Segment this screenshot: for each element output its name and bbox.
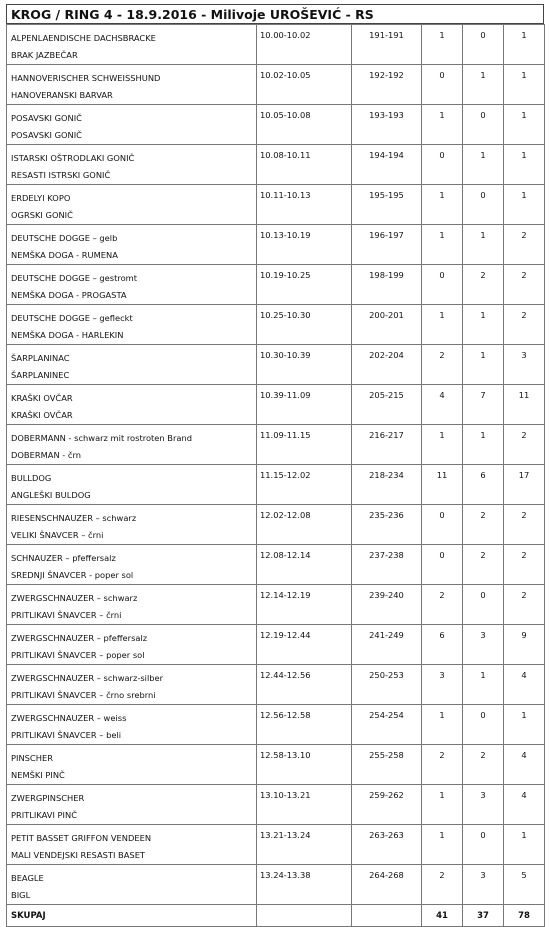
count-females: 1 <box>463 345 504 385</box>
breed-cell <box>7 625 257 665</box>
count-females: 1 <box>463 425 504 465</box>
count-females: 0 <box>463 25 504 65</box>
count-total: 3 <box>504 345 545 385</box>
time-slot: 12.19-12.44 <box>257 625 352 665</box>
breed-name-local: NEMŠKA DOGA - HARLEKIN <box>11 330 124 340</box>
count-females: 3 <box>463 865 504 905</box>
count-females: 3 <box>463 625 504 665</box>
count-total: 2 <box>504 585 545 625</box>
count-males: 0 <box>422 265 463 305</box>
breed-name: BEAGLE <box>11 873 44 883</box>
count-total: 11 <box>504 385 545 425</box>
breed-cell <box>7 305 257 345</box>
table-row <box>7 825 545 865</box>
catalog-range: 195-195 <box>352 185 422 225</box>
breed-name-local: ANGLEŠKI BULDOG <box>11 490 91 500</box>
table-row <box>7 305 545 345</box>
breed-name-local: NEMŠKA DOGA - RUMENA <box>11 250 118 260</box>
table-row <box>7 385 545 425</box>
breed-cell <box>7 265 257 305</box>
count-total: 5 <box>504 865 545 905</box>
breed-cell <box>7 25 257 65</box>
count-females: 6 <box>463 465 504 505</box>
table-row <box>7 625 545 665</box>
breed-name: RIESENSCHNAUZER – schwarz <box>11 513 137 523</box>
count-total: 4 <box>504 785 545 825</box>
breed-name-local: PRITLIKAVI ŠNAVCER – beli <box>11 730 122 740</box>
table-row <box>7 745 545 785</box>
count-males: 0 <box>422 145 463 185</box>
count-total: 1 <box>504 185 545 225</box>
breed-cell <box>7 505 257 545</box>
count-total: 4 <box>504 665 545 705</box>
count-females: 2 <box>463 745 504 785</box>
breed-name: ERDELYI KOPO <box>11 193 71 203</box>
breed-name-local: VELIKI ŠNAVCER – črni <box>11 530 104 540</box>
count-total: 2 <box>504 425 545 465</box>
count-females: 1 <box>463 665 504 705</box>
time-slot: 10.02-10.05 <box>257 65 352 105</box>
time-slot: 10.05-10.08 <box>257 105 352 145</box>
breed-name: PINSCHER <box>11 753 53 763</box>
count-females: 1 <box>463 225 504 265</box>
schedule-rows <box>7 25 545 905</box>
catalog-range: 205-215 <box>352 385 422 425</box>
breed-name: ZWERGSCHNAUZER – weiss <box>11 713 127 723</box>
catalog-range: 250-253 <box>352 665 422 705</box>
time-slot: 10.19-10.25 <box>257 265 352 305</box>
count-total: 1 <box>504 65 545 105</box>
count-males: 6 <box>422 625 463 665</box>
count-total: 2 <box>504 265 545 305</box>
count-total: 1 <box>504 25 545 65</box>
breed-name-local: NEMŠKA DOGA - PROGASTA <box>11 290 127 300</box>
count-males: 4 <box>422 385 463 425</box>
breed-name: ISTARSKI OŠTRODLAKI GONIČ <box>11 153 135 163</box>
catalog-range: 191-191 <box>352 25 422 65</box>
count-males: 1 <box>422 785 463 825</box>
table-row <box>7 705 545 745</box>
catalog-range: 202-204 <box>352 345 422 385</box>
total-row <box>7 905 545 927</box>
breed-cell <box>7 465 257 505</box>
breed-name-local: PRITLIKAVI PINČ <box>11 810 78 820</box>
breed-name-local: NEMŠKI PINČ <box>11 770 65 780</box>
time-slot: 10.11-10.13 <box>257 185 352 225</box>
breed-cell <box>7 585 257 625</box>
count-total: 9 <box>504 625 545 665</box>
breed-name-local: ŠARPLANINEC <box>11 370 70 380</box>
time-slot: 11.15-12.02 <box>257 465 352 505</box>
catalog-range: 192-192 <box>352 65 422 105</box>
breed-name-local: POSAVSKI GONIČ <box>11 130 82 140</box>
catalog-range: 241-249 <box>352 625 422 665</box>
catalog-range: 196-197 <box>352 225 422 265</box>
breed-name-local: HANOVERANSKI BARVAR <box>11 90 113 100</box>
table-row <box>7 665 545 705</box>
total-cat-empty <box>352 905 422 927</box>
count-males: 2 <box>422 745 463 785</box>
breed-cell <box>7 865 257 905</box>
breed-name: PETIT BASSET GRIFFON VENDEEN <box>11 833 152 843</box>
time-slot: 13.21-13.24 <box>257 825 352 865</box>
breed-name: ALPENLAENDISCHE DACHSBRACKE <box>11 33 156 43</box>
count-males: 1 <box>422 225 463 265</box>
breed-cell <box>7 185 257 225</box>
breed-name: DOBERMANN - schwarz mit rostroten Brand <box>11 433 192 443</box>
count-total: 1 <box>504 825 545 865</box>
breed-name: DEUTSCHE DOGGE – gestromt <box>11 273 137 283</box>
catalog-range: 263-263 <box>352 825 422 865</box>
count-total: 17 <box>504 465 545 505</box>
breed-cell <box>7 65 257 105</box>
breed-cell <box>7 705 257 745</box>
table-row <box>7 345 545 385</box>
catalog-range: 237-238 <box>352 545 422 585</box>
time-slot: 13.24-13.38 <box>257 865 352 905</box>
time-slot: 12.08-12.14 <box>257 545 352 585</box>
breed-cell <box>7 825 257 865</box>
count-females: 0 <box>463 705 504 745</box>
time-slot: 12.44-12.56 <box>257 665 352 705</box>
time-slot: 11.09-11.15 <box>257 425 352 465</box>
table-row <box>7 545 545 585</box>
time-slot: 12.02-12.08 <box>257 505 352 545</box>
catalog-range: 193-193 <box>352 105 422 145</box>
table-row <box>7 65 545 105</box>
count-total: 1 <box>504 105 545 145</box>
table-row <box>7 505 545 545</box>
breed-name: BULLDOG <box>11 473 52 483</box>
count-total: 2 <box>504 225 545 265</box>
count-males: 3 <box>422 665 463 705</box>
schedule-sheet <box>6 4 544 927</box>
table-row <box>7 25 545 65</box>
count-males: 1 <box>422 25 463 65</box>
count-females: 1 <box>463 305 504 345</box>
total-females: 37 <box>463 905 504 927</box>
catalog-range: 264-268 <box>352 865 422 905</box>
breed-name-local: BIGL <box>11 890 31 900</box>
table-row <box>7 225 545 265</box>
count-total: 4 <box>504 745 545 785</box>
count-males: 1 <box>422 425 463 465</box>
catalog-range: 235-236 <box>352 505 422 545</box>
breed-cell <box>7 225 257 265</box>
count-males: 2 <box>422 585 463 625</box>
catalog-range: 255-258 <box>352 745 422 785</box>
count-males: 2 <box>422 345 463 385</box>
catalog-range: 194-194 <box>352 145 422 185</box>
count-total: 2 <box>504 545 545 585</box>
time-slot: 10.13-10.19 <box>257 225 352 265</box>
table-row <box>7 865 545 905</box>
breed-name-local: KRAŠKI OVČAR <box>11 410 73 420</box>
breed-name: POSAVSKI GONIČ <box>11 113 82 123</box>
breed-cell <box>7 665 257 705</box>
breed-name: DEUTSCHE DOGGE – gefleckt <box>11 313 133 323</box>
catalog-range: 239-240 <box>352 585 422 625</box>
catalog-range: 259-262 <box>352 785 422 825</box>
breed-name: ZWERGPINSCHER <box>11 793 85 803</box>
breed-cell <box>7 145 257 185</box>
catalog-range: 198-199 <box>352 265 422 305</box>
count-females: 2 <box>463 545 504 585</box>
breed-name-local: OGRSKI GONIČ <box>11 210 73 220</box>
count-males: 1 <box>422 105 463 145</box>
time-slot: 10.00-10.02 <box>257 25 352 65</box>
table-row <box>7 785 545 825</box>
count-females: 2 <box>463 265 504 305</box>
breed-name: ŠARPLANINAC <box>11 353 70 363</box>
total-males: 41 <box>422 905 463 927</box>
count-females: 2 <box>463 505 504 545</box>
count-males: 1 <box>422 185 463 225</box>
time-slot: 12.14-12.19 <box>257 585 352 625</box>
time-slot: 10.25-10.30 <box>257 305 352 345</box>
total-time-empty <box>257 905 352 927</box>
breed-cell <box>7 385 257 425</box>
breed-name: DEUTSCHE DOGGE – gelb <box>11 233 118 243</box>
breed-cell <box>7 345 257 385</box>
breed-name-local: BRAK JAZBEČAR <box>11 50 78 60</box>
time-slot: 12.56-12.58 <box>257 705 352 745</box>
catalog-range: 200-201 <box>352 305 422 345</box>
breed-name-local: PRITLIKAVI ŠNAVCER – poper sol <box>11 650 145 660</box>
breed-name: SCHNAUZER – pfeffersalz <box>11 553 116 563</box>
table-row <box>7 105 545 145</box>
count-males: 11 <box>422 465 463 505</box>
count-males: 0 <box>422 505 463 545</box>
breed-cell <box>7 745 257 785</box>
total-label: SKUPAJ <box>7 905 257 927</box>
table-row <box>7 425 545 465</box>
table-row <box>7 585 545 625</box>
breed-name: KRAŠKI OVČAR <box>11 393 73 403</box>
count-males: 1 <box>422 825 463 865</box>
page-title: KROG / RING 4 - 18.9.2016 - Milivoje UROŠEVIĆ - RS <box>6 4 544 24</box>
count-total: 2 <box>504 505 545 545</box>
catalog-range: 218-234 <box>352 465 422 505</box>
time-slot: 13.10-13.21 <box>257 785 352 825</box>
breed-cell <box>7 785 257 825</box>
count-females: 0 <box>463 585 504 625</box>
breed-cell <box>7 425 257 465</box>
count-females: 7 <box>463 385 504 425</box>
breed-name: ZWERGSCHNAUZER – schwarz-silber <box>11 673 164 683</box>
schedule-table <box>6 24 545 927</box>
total-all: 78 <box>504 905 545 927</box>
count-females: 1 <box>463 65 504 105</box>
breed-name: ZWERGSCHNAUZER – pfeffersalz <box>11 633 148 643</box>
count-females: 0 <box>463 105 504 145</box>
count-total: 1 <box>504 145 545 185</box>
count-males: 1 <box>422 705 463 745</box>
time-slot: 10.08-10.11 <box>257 145 352 185</box>
breed-name: HANNOVERISCHER SCHWEISSHUND <box>11 73 161 83</box>
breed-cell <box>7 545 257 585</box>
count-females: 1 <box>463 145 504 185</box>
count-males: 0 <box>422 545 463 585</box>
table-row <box>7 185 545 225</box>
breed-cell <box>7 105 257 145</box>
breed-name: ZWERGSCHNAUZER – schwarz <box>11 593 138 603</box>
catalog-range: 216-217 <box>352 425 422 465</box>
time-slot: 12.58-13.10 <box>257 745 352 785</box>
breed-name-local: SREDNJI ŠNAVCER - poper sol <box>11 570 134 580</box>
table-row <box>7 265 545 305</box>
time-slot: 10.30-10.39 <box>257 345 352 385</box>
catalog-range: 254-254 <box>352 705 422 745</box>
count-males: 0 <box>422 65 463 105</box>
count-males: 2 <box>422 865 463 905</box>
breed-name-local: RESASTI ISTRSKI GONIČ <box>11 170 111 180</box>
count-females: 3 <box>463 785 504 825</box>
count-males: 1 <box>422 305 463 345</box>
count-total: 1 <box>504 705 545 745</box>
breed-name-local: DOBERMAN - črn <box>11 450 82 460</box>
count-females: 0 <box>463 825 504 865</box>
table-row <box>7 465 545 505</box>
breed-name-local: PRITLIKAVI ŠNAVCER – črni <box>11 610 122 620</box>
breed-name-local: MALI VENDEJSKI RESASTI BASET <box>11 850 146 860</box>
breed-name-local: PRITLIKAVI ŠNAVCER – črno srebrni <box>11 690 156 700</box>
count-females: 0 <box>463 185 504 225</box>
time-slot: 10.39-11.09 <box>257 385 352 425</box>
table-row <box>7 145 545 185</box>
count-total: 2 <box>504 305 545 345</box>
